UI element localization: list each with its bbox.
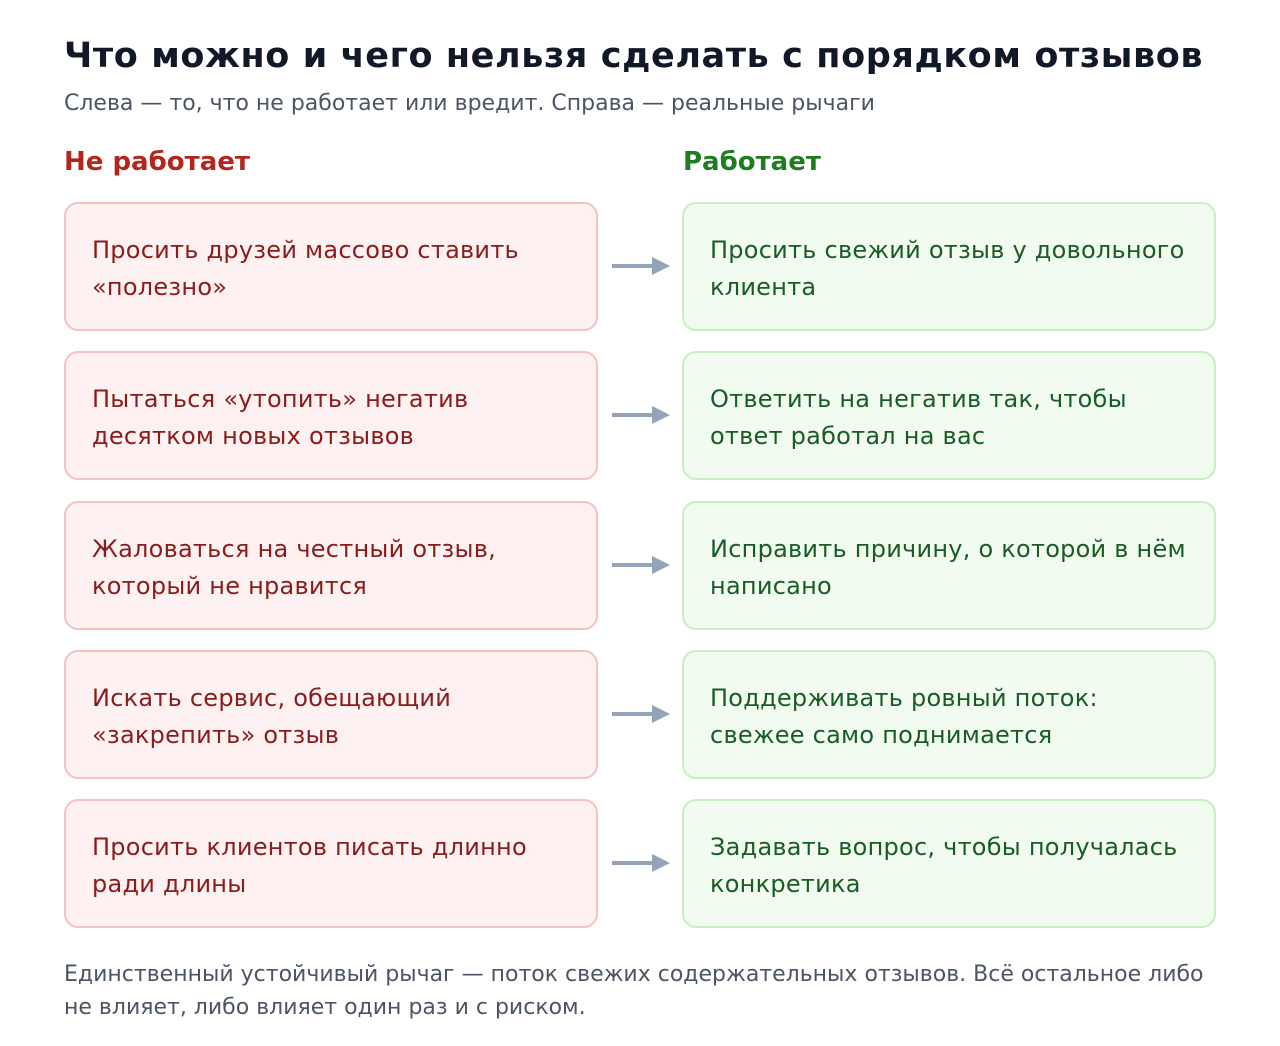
bad-practice-card: Пытаться «утопить» негатив десятком новых отзывов	[64, 351, 598, 480]
arrow-right-icon	[612, 853, 670, 873]
good-practice-card: Просить свежий отзыв у довольного клиента	[682, 202, 1216, 331]
bad-practice-card: Искать сервис, обещающий «закрепить» отзыв	[64, 650, 598, 779]
good-practice-card: Исправить причину, о которой в нём написано	[682, 501, 1216, 630]
good-practice-card: Поддерживать ровный поток: свежее само поднимается	[682, 650, 1216, 779]
good-practice-card: Ответить на негатив так, чтобы ответ работал на вас	[682, 351, 1216, 480]
bad-practice-card: Просить друзей массово ставить «полезно»	[64, 202, 598, 331]
arrow-right-icon	[612, 405, 670, 425]
comparison-row	[64, 351, 1216, 480]
arrow-right-icon	[612, 704, 670, 724]
page-title: Что можно и чего нельзя сделать с порядком отзывов	[64, 36, 1204, 76]
page-subtitle: Слева — то, что не работает или вредит. Справа — реальные рычаги	[64, 91, 875, 116]
arrow-right-icon	[612, 256, 670, 276]
comparison-row	[64, 799, 1216, 928]
comparison-row	[64, 202, 1216, 331]
bad-practice-card: Просить клиентов писать длинно ради длины	[64, 799, 598, 928]
comparison-row	[64, 501, 1216, 630]
bad-column-heading: Не работает	[64, 147, 250, 177]
bad-practice-card: Жаловаться на честный отзыв, который не нравится	[64, 501, 598, 630]
footer-note: Единственный устойчивый рычаг — поток свежих содержательных отзывов. Всё остальное либо не влияет, либо влияет один раз и с риском.	[64, 962, 1204, 1020]
good-column-heading: Работает	[683, 147, 821, 177]
comparison-row	[64, 650, 1216, 779]
arrow-right-icon	[612, 555, 670, 575]
good-practice-card: Задавать вопрос, чтобы получалась конкретика	[682, 799, 1216, 928]
